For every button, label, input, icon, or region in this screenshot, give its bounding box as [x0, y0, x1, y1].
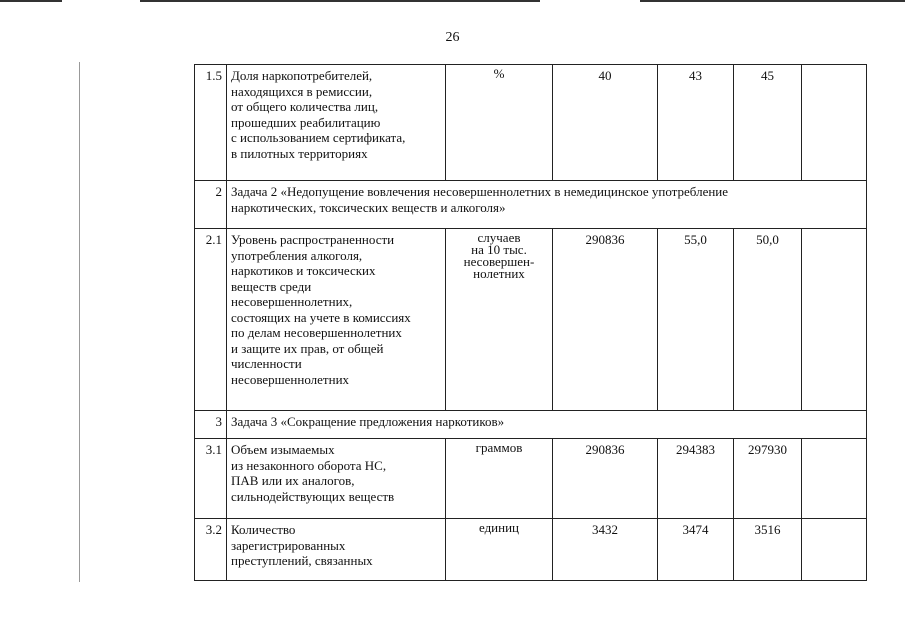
value-2: 294383 — [658, 439, 734, 519]
indicator-name: Доля наркопотребителей, находящихся в ремиссии, от общего количества лиц, прошедших реабилитацию с использованием сертификата, в пилотных территориях — [227, 65, 446, 181]
scan-edge-line — [640, 0, 905, 2]
table-row — [195, 65, 867, 181]
value-3: 297930 — [734, 439, 802, 519]
table-row — [195, 229, 867, 411]
value-1: 290836 — [553, 439, 658, 519]
value-3: 3516 — [734, 519, 802, 581]
task-number: 3 — [195, 411, 227, 439]
value-1: 290836 — [553, 229, 658, 411]
indicator-name: Количество зарегистрированных преступлений, связанных — [227, 519, 446, 581]
value-3: 50,0 — [734, 229, 802, 411]
unit: единиц — [446, 519, 553, 581]
value-3: 45 — [734, 65, 802, 181]
row-number: 2.1 — [195, 229, 227, 411]
value-1: 40 — [553, 65, 658, 181]
unit: граммов — [446, 439, 553, 519]
indicator-name: Объем изымаемых из незаконного оборота НС, ПАВ или их аналогов, сильнодействующих веществ — [227, 439, 446, 519]
table-row — [195, 439, 867, 519]
row-number: 1.5 — [195, 65, 227, 181]
indicator-name: Уровень распространенности употребления алкоголя, наркотиков и токсических веществ среди несовершеннолетних, состоящих на учете в комиссиях по делам несовершеннолетних и защите их прав, от общей численности несовершеннолетних — [227, 229, 446, 411]
value-4 — [802, 519, 867, 581]
row-number: 3.1 — [195, 439, 227, 519]
scan-edge-line — [0, 0, 62, 2]
table-row — [195, 519, 867, 581]
task-row — [195, 181, 867, 229]
value-4 — [802, 439, 867, 519]
value-4 — [802, 229, 867, 411]
unit: случаев на 10 тыс. несовершен- нолетних — [446, 229, 553, 411]
value-2: 43 — [658, 65, 734, 181]
row-number: 3.2 — [195, 519, 227, 581]
task-title: Задача 2 «Недопущение вовлечения несовершеннолетних в немедицинское употребление наркотических, токсических веществ и алкоголя» — [227, 181, 867, 229]
task-row — [195, 411, 867, 439]
indicators-table — [194, 64, 867, 581]
value-1: 3432 — [553, 519, 658, 581]
value-2: 3474 — [658, 519, 734, 581]
value-4 — [802, 65, 867, 181]
task-number: 2 — [195, 181, 227, 229]
margin-line — [79, 62, 80, 582]
page-number: 26 — [445, 30, 460, 45]
unit: % — [446, 65, 553, 181]
scan-edge-line — [140, 0, 540, 2]
task-title: Задача 3 «Сокращение предложения наркотиков» — [227, 411, 867, 439]
value-2: 55,0 — [658, 229, 734, 411]
